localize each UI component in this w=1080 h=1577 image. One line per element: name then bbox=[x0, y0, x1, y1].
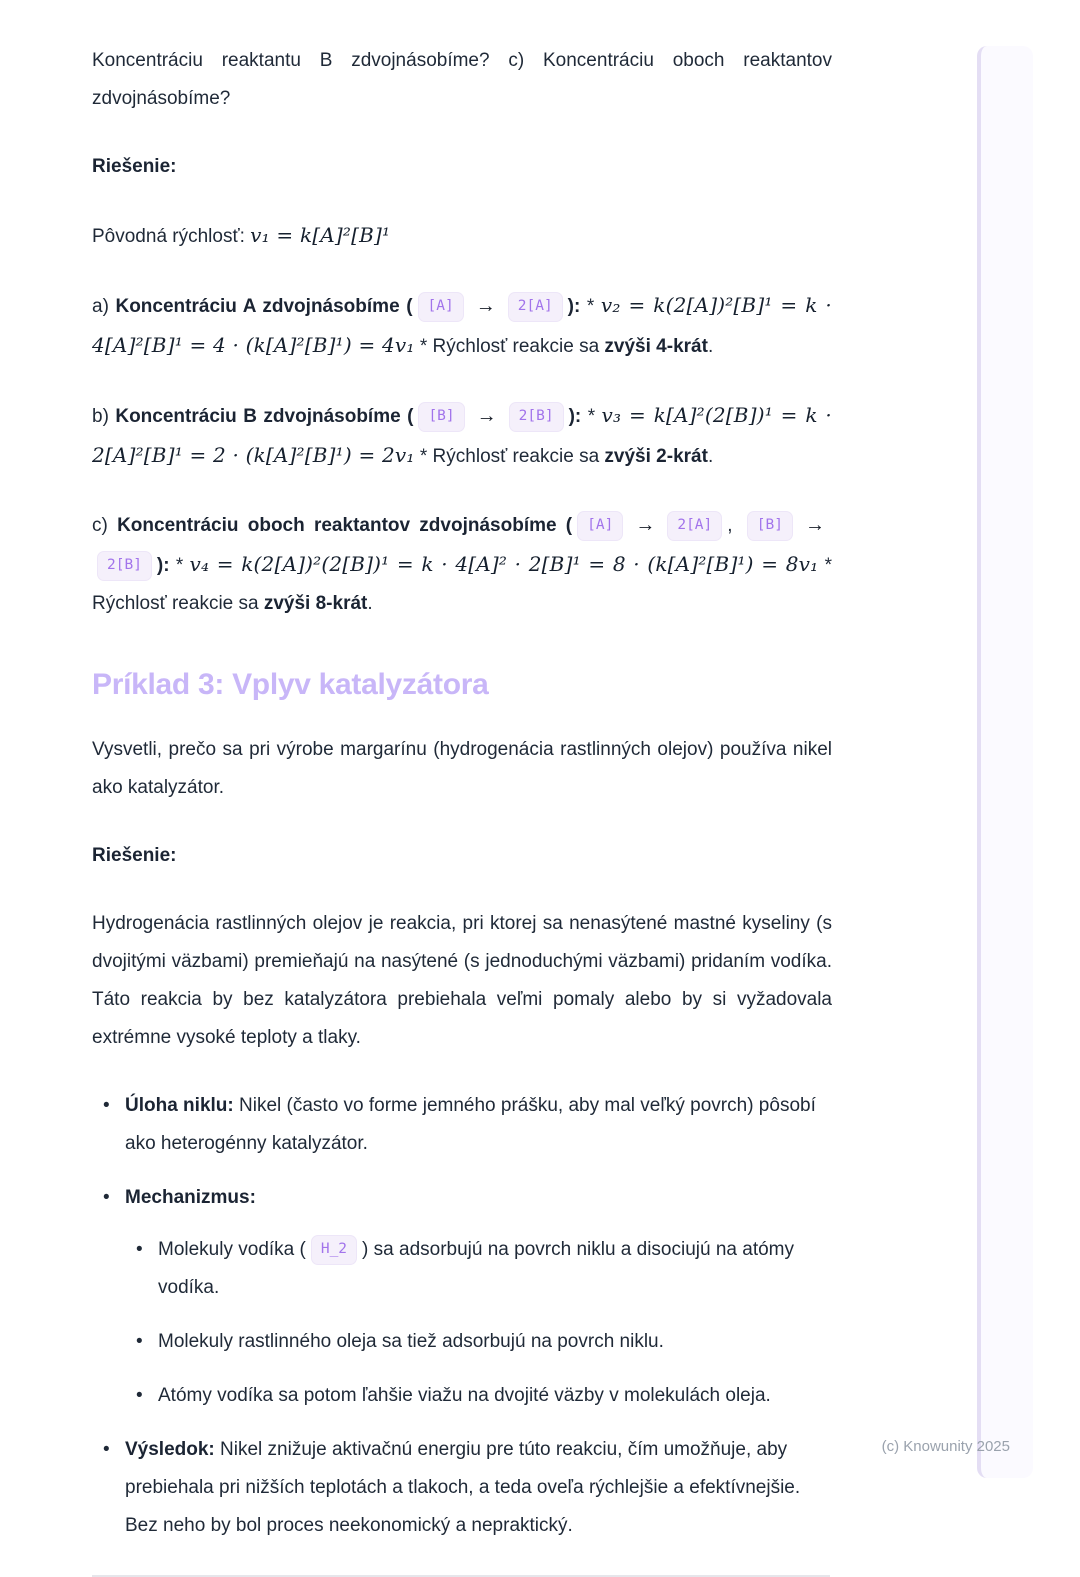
paragraph bbox=[92, 42, 832, 118]
code-badge: 2[B] bbox=[509, 402, 564, 432]
bold-text-run: ): bbox=[568, 406, 582, 427]
code-badge: [B] bbox=[418, 402, 464, 432]
paragraph bbox=[92, 396, 832, 476]
text-run: * bbox=[581, 406, 602, 427]
text-run: c) bbox=[92, 515, 118, 536]
solution-heading bbox=[92, 148, 832, 186]
example-heading bbox=[92, 667, 832, 703]
text-run: , bbox=[727, 515, 742, 536]
bold-text-run: ): bbox=[567, 296, 581, 317]
text-run: ) sa adsorbujú na povrch niklu a disociujú na atómy vodíka. bbox=[158, 1239, 795, 1298]
footer-credit: (c) Knowunity 2025 bbox=[881, 1438, 1010, 1455]
list-item bbox=[158, 1323, 832, 1361]
arrow-right-icon: → bbox=[475, 295, 496, 317]
math-expression: v₁ = k[A]²[B]¹ bbox=[250, 223, 391, 247]
text-run: Molekuly vodíka ( bbox=[158, 1239, 306, 1260]
bold-text-run: zvýši 2-krát bbox=[604, 446, 708, 467]
code-badge: [A] bbox=[418, 292, 464, 322]
bold-text-run: Mechanizmus: bbox=[125, 1187, 256, 1208]
arrow-right-icon: → bbox=[635, 514, 656, 536]
code-badge: 2[A] bbox=[667, 511, 722, 541]
code-badge: [B] bbox=[747, 511, 793, 541]
solution-heading bbox=[92, 837, 832, 875]
text-run: Príklad 3: Vplyv katalyzátora bbox=[92, 668, 489, 701]
content bbox=[92, 42, 832, 1577]
text-run: Nikel znižuje aktivačnú energiu pre túto reakciu, čím umožňuje, aby prebiehala pri nižších teplotách a tlakoch, a teda oveľa rýchlejšie a efektívnejšie. Bez neho by bol proces neekonomický a nepraktický. bbox=[125, 1439, 801, 1536]
bold-text-run: zvýši 4-krát bbox=[604, 336, 708, 357]
text-run: Nikel (často vo forme jemného prášku, aby mal veľký povrch) pôsobí ako heterogénny katalyzátor. bbox=[125, 1095, 816, 1154]
math-expression: v₃ = k[A]²(2[B])¹ = k · 2[A]²[B]¹ = 2 · (k[A]²[B]¹) = 2v₁ bbox=[92, 403, 832, 467]
text-run: b) bbox=[92, 406, 116, 427]
bold-text-run: Koncentráciu A zdvojnásobíme ( bbox=[115, 296, 413, 317]
math-expression: v₄ = k(2[A])²(2[B])¹ = k · 4[A]² · 2[B]¹ = 8 · (k[A]²[B]¹) = 8v₁ bbox=[189, 552, 819, 576]
text-run: * bbox=[580, 296, 601, 317]
text-run: . bbox=[367, 593, 373, 614]
sub-bullet-list bbox=[125, 1231, 832, 1415]
code-badge: 2[B] bbox=[97, 551, 152, 581]
arrow-right-icon: → bbox=[805, 514, 825, 536]
paragraph bbox=[92, 731, 832, 807]
text-run: Atómy vodíka sa potom ľahšie viažu na dvojité väzby v molekulách oleja. bbox=[158, 1385, 771, 1406]
bold-text-run: zvýši 8-krát bbox=[263, 593, 368, 614]
text-run: Molekuly rastlinného oleja sa tiež adsorbujú na povrch niklu. bbox=[158, 1331, 664, 1352]
text-run: Pôvodná rýchlosť: bbox=[92, 226, 251, 247]
math-expression: v₂ = k(2[A])²[B]¹ = k · 4[A]²[B]¹ = 4 · (k[A]²[B]¹) = 4v₁ bbox=[92, 293, 832, 357]
bold-text-run: Výsledok: bbox=[125, 1439, 215, 1460]
text-run: a) bbox=[92, 296, 116, 317]
code-badge: 2[A] bbox=[508, 292, 563, 322]
paragraph bbox=[92, 506, 832, 623]
bold-text-run: Koncentráciu B zdvojnásobíme ( bbox=[115, 406, 414, 427]
text-run: Vysvetli, prečo sa pri výrobe margarínu (hydrogenácia rastlinných olejov) používa nikel ako katalyzátor. bbox=[92, 739, 832, 798]
bold-text-run: ): bbox=[156, 555, 170, 576]
paragraph bbox=[92, 286, 832, 366]
scrollbar[interactable] bbox=[977, 46, 1033, 1478]
paragraph bbox=[92, 216, 832, 256]
text-run: . bbox=[707, 446, 714, 467]
bold-text-run: Riešenie: bbox=[92, 156, 177, 177]
list-item bbox=[158, 1377, 832, 1415]
list-item bbox=[125, 1087, 832, 1163]
arrow-right-icon: → bbox=[476, 405, 497, 427]
text-run: * bbox=[169, 555, 190, 576]
text-run: * Rýchlosť reakcie sa bbox=[414, 336, 605, 357]
bold-text-run: Úloha niklu: bbox=[125, 1095, 234, 1116]
paragraph bbox=[92, 905, 832, 1057]
bullet-list bbox=[92, 1087, 832, 1545]
list-item bbox=[125, 1179, 832, 1415]
code-badge: [A] bbox=[577, 511, 623, 541]
text-run: . bbox=[707, 336, 714, 357]
bold-text-run: Riešenie: bbox=[92, 845, 177, 866]
text-run: Hydrogenácia rastlinných olejov je reakcia, pri ktorej sa nenasýtené mastné kyseliny (s dvojitými väzbami) premieňajú na nasýtené (s jednoduchými väzbami) pridaním vodíka. Táto reakcia by bez katalyzátora prebiehala veľmi pomaly alebo by si vyžadovala extrémne vysoké teploty a tlaky. bbox=[92, 913, 832, 1048]
text-run: Koncentráciu reaktantu B zdvojnásobíme? c) Koncentráciu oboch reaktantov zdvojnásobíme? bbox=[92, 50, 832, 109]
code-badge: H_2 bbox=[311, 1235, 357, 1265]
list-item bbox=[158, 1231, 832, 1307]
bold-text-run: Koncentráciu oboch reaktantov zdvojnásobíme ( bbox=[117, 515, 573, 536]
text-run: * Rýchlosť reakcie sa bbox=[414, 446, 605, 467]
text-run: * Rýchlosť reakcie sa bbox=[92, 555, 832, 614]
